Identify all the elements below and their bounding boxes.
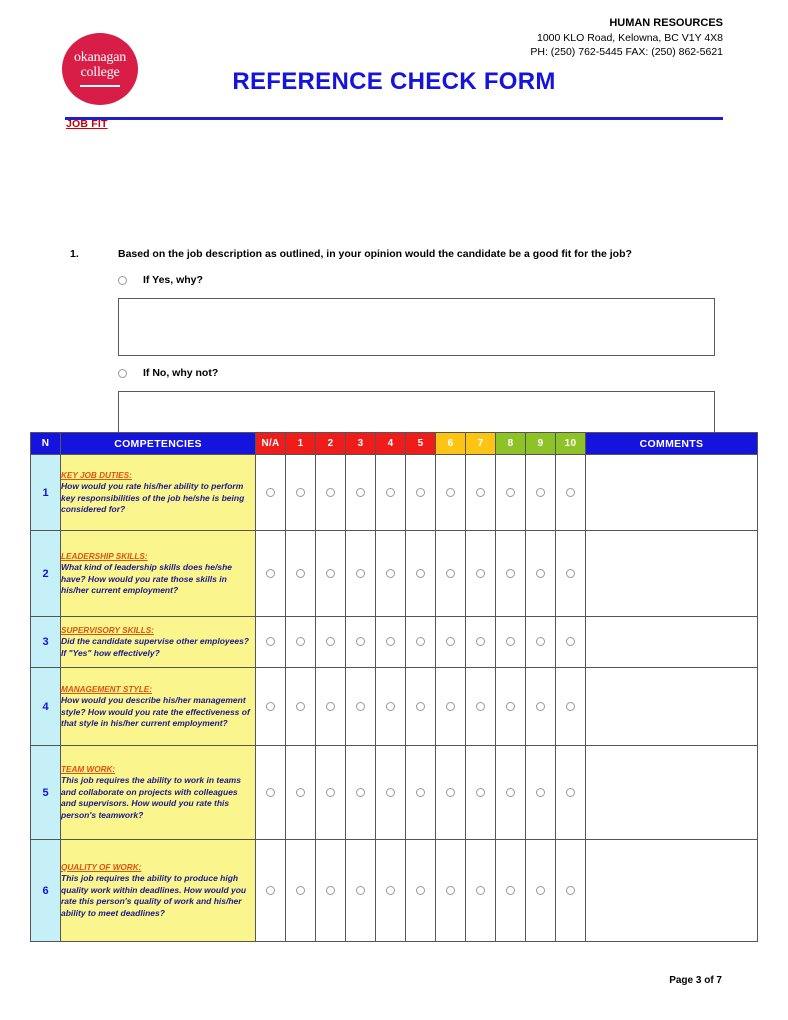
rating-cell-4[interactable] bbox=[376, 617, 406, 668]
rating-radio-7[interactable] bbox=[476, 569, 485, 578]
rating-cell-2[interactable] bbox=[316, 840, 346, 942]
rating-radio-8[interactable] bbox=[506, 702, 515, 711]
rating-radio-1[interactable] bbox=[296, 702, 305, 711]
table-body bbox=[31, 455, 758, 942]
rating-radio-6[interactable] bbox=[446, 569, 455, 578]
rating-radio-3[interactable] bbox=[356, 637, 365, 646]
competency-cell bbox=[61, 840, 256, 942]
rating-radio-8[interactable] bbox=[506, 488, 515, 497]
hr-address: 1000 KLO Road, Kelowna, BC V1Y 4X8 bbox=[536, 31, 723, 44]
rating-cell-3[interactable] bbox=[346, 668, 376, 746]
competency-title: MANAGEMENT STYLE: bbox=[61, 684, 152, 694]
rating-radio-9[interactable] bbox=[536, 702, 545, 711]
rating-radio-na[interactable] bbox=[266, 702, 275, 711]
comment-cell[interactable] bbox=[586, 531, 758, 617]
hr-phone-fax: PH: (250) 762-5445 FAX: (250) 862-5621 bbox=[530, 46, 723, 58]
rating-radio-10[interactable] bbox=[566, 569, 575, 578]
page-title: REFERENCE CHECK FORM bbox=[232, 68, 556, 95]
rating-cell-8[interactable] bbox=[496, 455, 526, 531]
competency-title: KEY JOB DUTIES: bbox=[61, 470, 132, 480]
rating-radio-3[interactable] bbox=[356, 788, 365, 797]
rating-radio-1[interactable] bbox=[296, 886, 305, 895]
competency-cell bbox=[61, 668, 256, 746]
rating-radio-7[interactable] bbox=[476, 702, 485, 711]
rating-radio-4[interactable] bbox=[386, 637, 395, 646]
competency-description: This job requires the ability to work in teams and collaborate on projects with colleagues and supervisors. How would you rate this person's teamwork? bbox=[61, 775, 241, 820]
rating-radio-6[interactable] bbox=[446, 886, 455, 895]
rating-cell-5[interactable] bbox=[406, 455, 436, 531]
column-header-rating-2: 2 bbox=[316, 433, 346, 455]
rating-cell-8[interactable] bbox=[496, 617, 526, 668]
rating-cell-2[interactable] bbox=[316, 746, 346, 840]
logo-line-1: okanagan bbox=[73, 50, 127, 65]
rating-radio-9[interactable] bbox=[536, 569, 545, 578]
rating-cell-2[interactable] bbox=[316, 455, 346, 531]
rating-radio-8[interactable] bbox=[506, 788, 515, 797]
rating-radio-2[interactable] bbox=[326, 569, 335, 578]
row-number-cell: 5 bbox=[31, 746, 61, 840]
rating-cell-9[interactable] bbox=[526, 531, 556, 617]
rating-radio-7[interactable] bbox=[476, 886, 485, 895]
rating-cell-1[interactable] bbox=[286, 617, 316, 668]
rating-radio-5[interactable] bbox=[416, 788, 425, 797]
rating-radio-2[interactable] bbox=[326, 886, 335, 895]
column-header-comments: COMMENTS bbox=[586, 433, 758, 455]
rating-radio-4[interactable] bbox=[386, 569, 395, 578]
question-1-no-label: If No, why not? bbox=[143, 367, 219, 379]
competency-description: How would you describe his/her management style? How would you rate the effectiveness of that style in his/her current employment? bbox=[61, 695, 250, 728]
rating-radio-na[interactable] bbox=[266, 569, 275, 578]
rating-radio-10[interactable] bbox=[566, 788, 575, 797]
column-header-rating-8: 8 bbox=[496, 433, 526, 455]
question-1-no-answer-box[interactable] bbox=[118, 391, 715, 435]
section-heading-job-fit: JOB FIT bbox=[66, 118, 108, 130]
rating-radio-1[interactable] bbox=[296, 569, 305, 578]
rating-radio-5[interactable] bbox=[416, 886, 425, 895]
radio-no[interactable] bbox=[118, 369, 127, 378]
rating-radio-na[interactable] bbox=[266, 637, 275, 646]
question-1-yes-answer-box[interactable] bbox=[118, 298, 715, 356]
rating-radio-4[interactable] bbox=[386, 886, 395, 895]
column-header-rating-na: N/A bbox=[256, 433, 286, 455]
rating-cell-7[interactable] bbox=[466, 617, 496, 668]
rating-cell-8[interactable] bbox=[496, 668, 526, 746]
rating-cell-5[interactable] bbox=[406, 668, 436, 746]
rating-cell-10[interactable] bbox=[556, 746, 586, 840]
rating-cell-9[interactable] bbox=[526, 746, 556, 840]
rating-radio-10[interactable] bbox=[566, 886, 575, 895]
rating-radio-8[interactable] bbox=[506, 569, 515, 578]
question-1-yes-option[interactable] bbox=[118, 274, 203, 286]
rating-cell-6[interactable] bbox=[436, 617, 466, 668]
table-header-row bbox=[31, 433, 758, 455]
table-row bbox=[31, 455, 758, 531]
competency-cell bbox=[61, 455, 256, 531]
rating-cell-2[interactable] bbox=[316, 668, 346, 746]
rating-radio-4[interactable] bbox=[386, 788, 395, 797]
rating-radio-6[interactable] bbox=[446, 702, 455, 711]
rating-cell-3[interactable] bbox=[346, 455, 376, 531]
table-row bbox=[31, 746, 758, 840]
row-number-cell: 6 bbox=[31, 840, 61, 942]
rating-radio-10[interactable] bbox=[566, 637, 575, 646]
row-number-cell: 2 bbox=[31, 531, 61, 617]
rating-cell-9[interactable] bbox=[526, 668, 556, 746]
page-number-footer: Page 3 of 7 bbox=[669, 975, 722, 986]
column-header-rating-1: 1 bbox=[286, 433, 316, 455]
table-row bbox=[31, 840, 758, 942]
column-header-rating-3: 3 bbox=[346, 433, 376, 455]
rating-cell-8[interactable] bbox=[496, 531, 526, 617]
rating-cell-2[interactable] bbox=[316, 531, 346, 617]
rating-radio-6[interactable] bbox=[446, 788, 455, 797]
rating-cell-6[interactable] bbox=[436, 531, 466, 617]
rating-radio-1[interactable] bbox=[296, 788, 305, 797]
rating-radio-5[interactable] bbox=[416, 637, 425, 646]
rating-cell-7[interactable] bbox=[466, 840, 496, 942]
header-divider bbox=[65, 117, 723, 120]
hr-contact-block bbox=[530, 16, 723, 60]
row-number-cell: 4 bbox=[31, 668, 61, 746]
column-header-rating-4: 4 bbox=[376, 433, 406, 455]
logo-line-2: college bbox=[80, 65, 120, 80]
page-header bbox=[0, 0, 788, 130]
rating-cell-7[interactable] bbox=[466, 746, 496, 840]
rating-cell-4[interactable] bbox=[376, 746, 406, 840]
rating-cell-5[interactable] bbox=[406, 840, 436, 942]
hr-department-title: HUMAN RESOURCES bbox=[609, 17, 723, 29]
competency-cell bbox=[61, 617, 256, 668]
competency-cell bbox=[61, 531, 256, 617]
rating-radio-7[interactable] bbox=[476, 488, 485, 497]
rating-radio-3[interactable] bbox=[356, 702, 365, 711]
rating-radio-9[interactable] bbox=[536, 886, 545, 895]
rating-cell-1[interactable] bbox=[286, 746, 316, 840]
question-1-yes-label: If Yes, why? bbox=[143, 274, 203, 286]
question-1-number: 1. bbox=[70, 248, 79, 260]
comment-cell[interactable] bbox=[586, 746, 758, 840]
rating-cell-6[interactable] bbox=[436, 455, 466, 531]
column-header-competencies: COMPETENCIES bbox=[61, 433, 256, 455]
question-1-no-option[interactable] bbox=[118, 367, 218, 379]
rating-cell-1[interactable] bbox=[286, 668, 316, 746]
rating-radio-8[interactable] bbox=[506, 886, 515, 895]
rating-cell-na[interactable] bbox=[256, 668, 286, 746]
comment-cell[interactable] bbox=[586, 455, 758, 531]
rating-cell-7[interactable] bbox=[466, 455, 496, 531]
rating-cell-4[interactable] bbox=[376, 531, 406, 617]
rating-cell-8[interactable] bbox=[496, 746, 526, 840]
rating-cell-5[interactable] bbox=[406, 531, 436, 617]
rating-cell-10[interactable] bbox=[556, 840, 586, 942]
rating-cell-1[interactable] bbox=[286, 840, 316, 942]
rating-radio-5[interactable] bbox=[416, 569, 425, 578]
rating-cell-1[interactable] bbox=[286, 531, 316, 617]
rating-cell-8[interactable] bbox=[496, 840, 526, 942]
rating-radio-2[interactable] bbox=[326, 637, 335, 646]
rating-radio-2[interactable] bbox=[326, 488, 335, 497]
rating-cell-3[interactable] bbox=[346, 746, 376, 840]
rating-cell-5[interactable] bbox=[406, 746, 436, 840]
rating-radio-4[interactable] bbox=[386, 702, 395, 711]
column-header-rating-7: 7 bbox=[466, 433, 496, 455]
rating-cell-4[interactable] bbox=[376, 840, 406, 942]
rating-cell-na[interactable] bbox=[256, 617, 286, 668]
rating-radio-9[interactable] bbox=[536, 488, 545, 497]
rating-cell-na[interactable] bbox=[256, 840, 286, 942]
rating-cell-3[interactable] bbox=[346, 617, 376, 668]
rating-cell-na[interactable] bbox=[256, 746, 286, 840]
rating-radio-2[interactable] bbox=[326, 702, 335, 711]
comment-cell[interactable] bbox=[586, 617, 758, 668]
rating-cell-9[interactable] bbox=[526, 840, 556, 942]
rating-radio-na[interactable] bbox=[266, 886, 275, 895]
rating-cell-7[interactable] bbox=[466, 531, 496, 617]
rating-radio-10[interactable] bbox=[566, 488, 575, 497]
column-header-rating-9: 9 bbox=[526, 433, 556, 455]
column-header-n: N bbox=[31, 433, 61, 455]
rating-radio-3[interactable] bbox=[356, 569, 365, 578]
radio-yes[interactable] bbox=[118, 276, 127, 285]
rating-cell-5[interactable] bbox=[406, 617, 436, 668]
rating-cell-9[interactable] bbox=[526, 455, 556, 531]
rating-radio-2[interactable] bbox=[326, 788, 335, 797]
rating-cell-4[interactable] bbox=[376, 668, 406, 746]
competency-title: QUALITY OF WORK: bbox=[61, 862, 142, 872]
rating-radio-5[interactable] bbox=[416, 488, 425, 497]
competency-description: What kind of leadership skills does he/she have? How would you rate those skills in his/her current employment? bbox=[61, 562, 232, 595]
column-header-rating-6: 6 bbox=[436, 433, 466, 455]
competency-description: How would you rate his/her ability to perform key responsibilities of the job he/she is being considered for? bbox=[61, 481, 245, 514]
comment-cell[interactable] bbox=[586, 840, 758, 942]
table-row bbox=[31, 668, 758, 746]
rating-radio-7[interactable] bbox=[476, 788, 485, 797]
column-header-rating-5: 5 bbox=[406, 433, 436, 455]
competency-title: TEAM WORK: bbox=[61, 764, 116, 774]
rating-cell-na[interactable] bbox=[256, 531, 286, 617]
rating-radio-1[interactable] bbox=[296, 637, 305, 646]
rating-radio-5[interactable] bbox=[416, 702, 425, 711]
table-row bbox=[31, 531, 758, 617]
competency-description: Did the candidate supervise other employees? If "Yes" how effectively? bbox=[61, 636, 250, 658]
competency-title: LEADERSHIP SKILLS: bbox=[61, 551, 148, 561]
rating-cell-3[interactable] bbox=[346, 531, 376, 617]
rating-radio-3[interactable] bbox=[356, 886, 365, 895]
competency-title: SUPERVISORY SKILLS: bbox=[61, 625, 154, 635]
competency-description: This job requires the ability to produce high quality work within deadlines. How would you rate this person's quality of work and his/her ability to meet deadlines? bbox=[61, 873, 247, 918]
rating-cell-10[interactable] bbox=[556, 455, 586, 531]
question-1-text: Based on the job description as outlined, in your opinion would the candidate be a good fit for the job? bbox=[118, 248, 632, 260]
rating-radio-10[interactable] bbox=[566, 702, 575, 711]
rating-cell-6[interactable] bbox=[436, 668, 466, 746]
rating-radio-3[interactable] bbox=[356, 488, 365, 497]
table-row bbox=[31, 617, 758, 668]
rating-radio-6[interactable] bbox=[446, 488, 455, 497]
rating-cell-6[interactable] bbox=[436, 746, 466, 840]
rating-radio-4[interactable] bbox=[386, 488, 395, 497]
rating-cell-2[interactable] bbox=[316, 617, 346, 668]
rating-radio-na[interactable] bbox=[266, 488, 275, 497]
rating-cell-1[interactable] bbox=[286, 455, 316, 531]
rating-radio-8[interactable] bbox=[506, 637, 515, 646]
rating-cell-na[interactable] bbox=[256, 455, 286, 531]
competencies-table bbox=[30, 432, 758, 942]
rating-radio-1[interactable] bbox=[296, 488, 305, 497]
rating-cell-10[interactable] bbox=[556, 668, 586, 746]
rating-radio-6[interactable] bbox=[446, 637, 455, 646]
rating-radio-9[interactable] bbox=[536, 637, 545, 646]
rating-radio-na[interactable] bbox=[266, 788, 275, 797]
rating-radio-7[interactable] bbox=[476, 637, 485, 646]
rating-cell-7[interactable] bbox=[466, 668, 496, 746]
row-number-cell: 1 bbox=[31, 455, 61, 531]
competency-cell bbox=[61, 746, 256, 840]
rating-cell-9[interactable] bbox=[526, 617, 556, 668]
rating-cell-6[interactable] bbox=[436, 840, 466, 942]
row-number-cell: 3 bbox=[31, 617, 61, 668]
rating-cell-3[interactable] bbox=[346, 840, 376, 942]
rating-cell-10[interactable] bbox=[556, 531, 586, 617]
rating-cell-10[interactable] bbox=[556, 617, 586, 668]
rating-radio-9[interactable] bbox=[536, 788, 545, 797]
rating-cell-4[interactable] bbox=[376, 455, 406, 531]
column-header-rating-10: 10 bbox=[556, 433, 586, 455]
comment-cell[interactable] bbox=[586, 668, 758, 746]
